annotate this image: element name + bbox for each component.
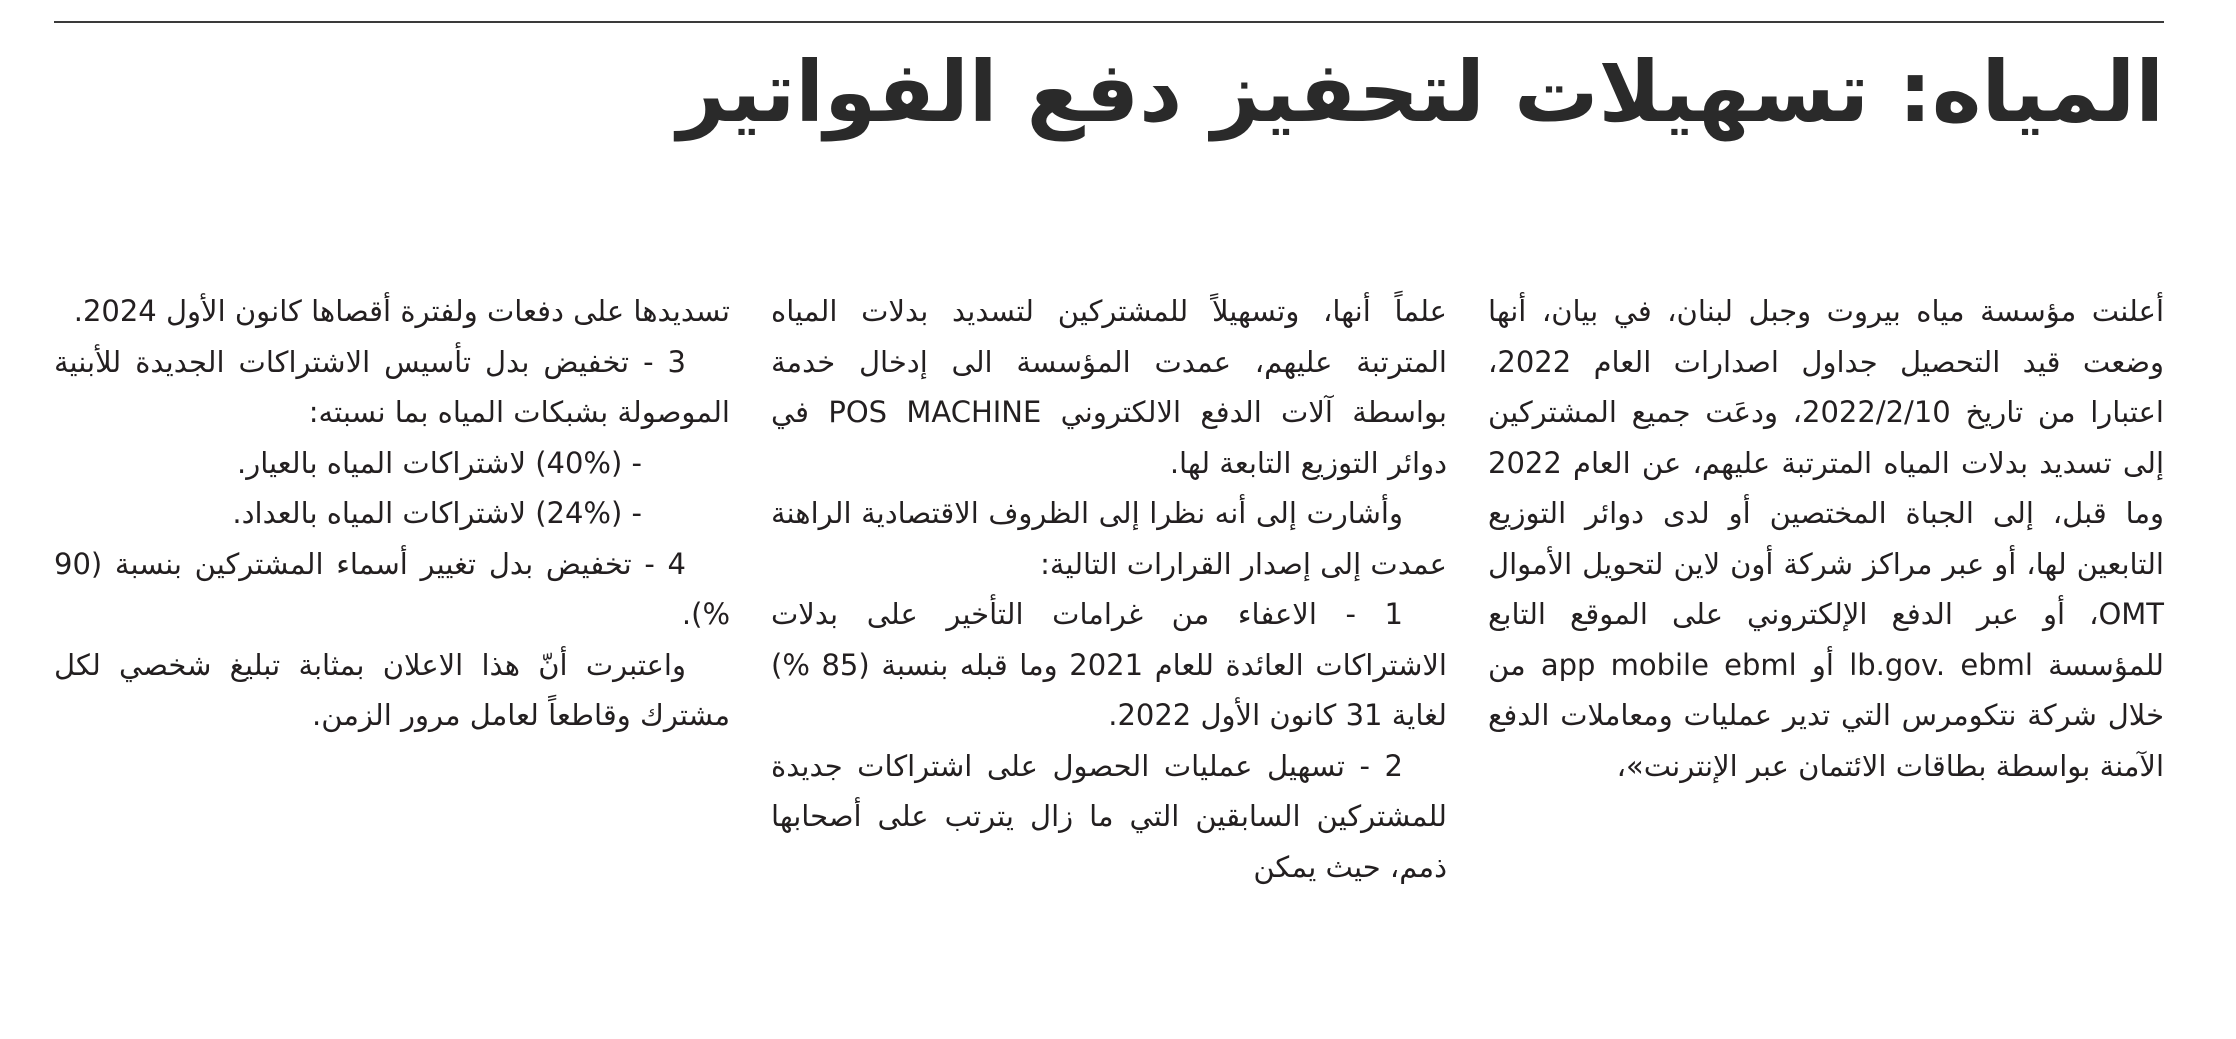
article-column-1 [1488, 286, 2164, 791]
top-divider-rule [54, 21, 2164, 23]
paragraph: أعلنت مؤسسة مياه بيروت وجبل لبنان، في بيان، أنها وضعت قيد التحصيل جداول اصدارات العام 2022، اعتبارا من تاريخ 2022/2/10، ودعَت جميع المشتركين إلى تسديد بدلات المياه المترتبة عليهم، عن العام 2022 وما قبل، إلى الجباة المختصين أو لدى دوائر التوزيع التابعين لها، أو عبر مراكز شركة أون لاين لتحويل الأموال OMT، أو عبر الدفع الإلكتروني على الموقع التابع للمؤسسة lb.gov. ebml أو app mobile ebml من خلال شركة نتكومرس التي تدير عمليات ومعاملات الدفع الآمنة بواسطة بطاقات الائتمان عبر الإنترنت»، [1488, 294, 2165, 783]
decision-item-2: 2 - تسهيل عمليات الحصول على اشتراكات جديدة للمشتركين السابقين التي ما زال يترتب على أصحابها ذمم، حيث يمكن [771, 748, 1447, 884]
paragraph: تسديدها على دفعات ولفترة أقصاها كانون الأول 2024. [73, 294, 730, 328]
decision-item-1: 1 - الاعفاء من غرامات التأخير على بدلات الاشتراكات العائدة للعام 2021 وما قبله بنسبة (85 %) لغاية 31 كانون الأول 2022. [771, 597, 1447, 732]
sub-item: - (24%) لاشتراكات المياه بالعداد. [232, 496, 642, 530]
paragraph: وأشارت إلى أنه نظرا إلى الظروف الاقتصادية الراهنة عمدت إلى إصدار القرارات التالية: [771, 496, 1447, 581]
sub-item: - (40%) لاشتراكات المياه بالعيار. [236, 445, 642, 480]
decision-item-3: 3 - تخفيض بدل تأسيس الاشتراكات الجديدة للأبنية الموصولة بشبكات المياه بما نسبته: [54, 344, 730, 429]
article-body [54, 286, 2164, 926]
article-column-3 [54, 286, 730, 741]
decision-item-4: 4 - تخفيض بدل تغيير أسماء المشتركين بنسبة (90 %). [54, 546, 730, 631]
paragraph: واعتبرت أنّ هذا الاعلان بمثابة تبليغ شخصي لكل مشترك وقاطعاً لعامل مرور الزمن. [54, 647, 730, 732]
article-headline: المياه: تسهيلات لتحفيز دفع الفواتير [677, 43, 2164, 141]
article-column-2 [771, 286, 1447, 892]
paragraph: علماً أنها، وتسهيلاً للمشتركين لتسديد بدلات المياه المترتبة عليهم، عمدت المؤسسة الى إدخال خدمة بواسطة آلات الدفع الالكتروني POS MACHINE في دوائر التوزيع التابعة لها. [771, 294, 1447, 480]
